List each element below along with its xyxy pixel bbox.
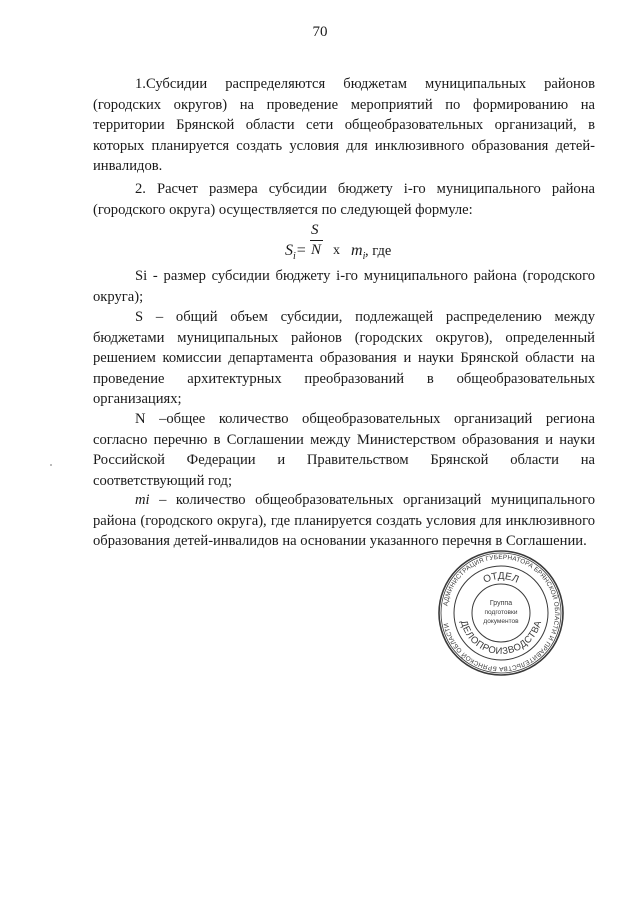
formula-numerator: S (311, 222, 319, 238)
page-number: 70 (312, 24, 328, 40)
stamp-outer-text: АДМИНИСТРАЦИЯ ГУБЕРНАТОРА БРЯНСКОЙ ОБЛАСТИ И ПРАВИТЕЛЬСТВА БРЯНСКОЙ ОБЛАСТИ (442, 553, 561, 673)
formula-suffix: , где (365, 243, 392, 259)
formula-lhs: $S_i=$ (285, 242, 307, 263)
formula-times: х (333, 243, 340, 258)
paragraph-1: 1.Субсидии распределяются бюджетам муниципальных районов (городских округов) на проведение мероприятий по формированию на территории Брянской области сети общеобразовательных организаций, в которых планируется создать условия для инклюзивного образования детей-инвалидов. (93, 76, 595, 174)
official-stamp (436, 548, 566, 678)
mi-symbol: mi (135, 492, 150, 508)
scan-dot (50, 464, 52, 466)
stamp-center-line-2: подготовки (484, 609, 518, 616)
paragraph-n: N –общее количество общеобразовательных организаций региона согласно перечню в Соглашении между Министерством образования и науки Российской Федерации и Правительством Брянской области на соответствующий год; (93, 411, 595, 489)
formula (285, 222, 445, 262)
paragraph-2: 2. Расчет размера субсидии бюджету i-го муниципального района (городского округа) осуществляется по следующей формуле: (93, 181, 595, 218)
stamp-ring-bottom: ДЕЛОПРОИЗВОДСТВА (457, 619, 545, 658)
formula-denominator: N (311, 242, 322, 258)
paragraph-si: Si - размер субсидии бюджету i-го муниципального района (городского округа); (93, 268, 595, 305)
stamp-ring-top: ОТДЕЛ (481, 570, 521, 586)
paragraph-mi: mi – количество общеобразовательных организаций муниципального района (городского округа), где планируется создать условия для инклюзивного образования детей-инвалидов на основании указанного перечня в Соглашении. (93, 492, 595, 549)
stamp-center-line-3: документов (483, 618, 519, 625)
formula-factor: $m_i$ (351, 242, 366, 263)
stamp-center-line-1: Группа (489, 600, 513, 607)
fraction-line (310, 240, 323, 241)
paragraph-s: S – общий объем субсидии, подлежащей распределению между бюджетами муниципальных районов (городских округов), определенный решением комиссии департамента образования и науки Брянской области на проведение архитектурных преобразований в общеобразовательных организациях; (93, 309, 595, 407)
